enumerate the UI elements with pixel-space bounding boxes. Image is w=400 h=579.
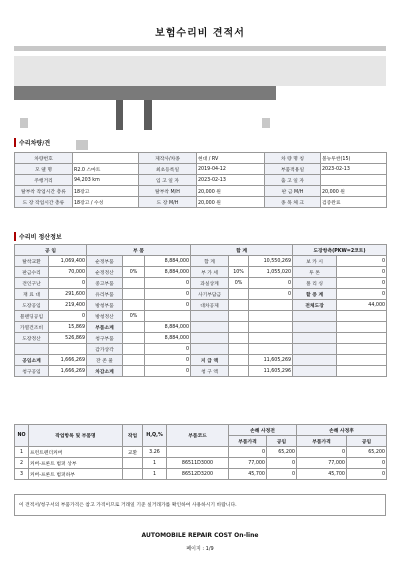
vehicle-label: 차량번호 [15, 153, 73, 164]
cost-value [145, 311, 191, 322]
cost-value [249, 333, 293, 344]
cost-header-total: 합 계 [191, 245, 293, 256]
cost-label [293, 344, 337, 355]
cost-rate: 0% [229, 278, 249, 289]
parts-header-work: 작업 [123, 425, 143, 447]
cost-value: 1,666,269 [49, 355, 87, 366]
redacted-block [20, 118, 28, 128]
cost-label: 재 료 대 [15, 289, 49, 300]
vehicle-row [15, 175, 387, 186]
parts-cell [123, 458, 143, 469]
cost-row [15, 267, 387, 278]
vehicle-value: 94,203 km [73, 175, 139, 186]
cost-label [293, 355, 337, 366]
cost-value: 526,869 [49, 333, 87, 344]
cost-label: 사기부담금 [191, 289, 229, 300]
cost-value: 0 [337, 256, 387, 267]
parts-header-no: NO [15, 425, 29, 447]
vehicle-row [15, 153, 387, 164]
parts-cell: 2 [15, 458, 29, 469]
cost-value: 0 [337, 289, 387, 300]
cost-label [191, 333, 229, 344]
cost-label: 공임소계 [15, 355, 49, 366]
cost-rate [123, 333, 145, 344]
cost-label: 방청정산 [87, 311, 123, 322]
cost-settlement-table [14, 244, 387, 377]
cost-value [337, 333, 387, 344]
parts-cell: 커버-프론트 범퍼하부 [29, 469, 123, 480]
parts-cell: 0 [267, 469, 297, 480]
cost-label: 지 급 액 [191, 355, 229, 366]
vehicle-label: 탈부착 작업시간 총류 [15, 186, 73, 197]
parts-table [14, 424, 387, 480]
cost-rate [229, 344, 249, 355]
parts-cell: 86511D3000 [167, 458, 229, 469]
vehicle-label: 출 고 일 자 [265, 175, 321, 186]
cost-value: 15,869 [49, 322, 87, 333]
vehicle-label: 입 고 일 자 [139, 175, 197, 186]
cost-value: 0 [337, 278, 387, 289]
cost-rate [229, 322, 249, 333]
cost-value: 10,550,269 [249, 256, 293, 267]
cost-label: 순정정산 [87, 267, 123, 278]
parts-cell: 커버-프론트 범퍼 상부 [29, 458, 123, 469]
vehicle-value: 20,000 원 [321, 186, 387, 197]
cost-label [293, 322, 337, 333]
cost-row [15, 366, 387, 377]
cost-header-labor: 공 임 [15, 245, 87, 256]
cost-value: 8,884,000 [145, 322, 191, 333]
cost-value: 0 [145, 355, 191, 366]
cost-rate [229, 311, 249, 322]
vehicle-value: 2019-04-12 [197, 164, 265, 175]
redacted-area [14, 56, 386, 86]
cost-value: 44,000 [337, 300, 387, 311]
cost-rate [123, 366, 145, 377]
redacted-block [76, 140, 88, 150]
cost-label: 잔 존 물 [87, 355, 123, 366]
cost-value: 0 [249, 278, 293, 289]
parts-header-adjuster: 손해 사정후 [297, 425, 387, 436]
cost-rate [123, 355, 145, 366]
cost-label: 보 카 시 [293, 256, 337, 267]
vehicle-label: 부품적용일 [265, 164, 321, 175]
parts-cell: 3 [15, 469, 29, 480]
parts-cell: 77,000 [229, 458, 267, 469]
cost-value: 219,400 [49, 300, 87, 311]
parts-cell: 65,200 [267, 447, 297, 458]
cost-rate: 0% [123, 311, 145, 322]
vehicle-label: 판 금 M/H [265, 186, 321, 197]
parts-cell: 0 [347, 469, 387, 480]
cost-rate [123, 278, 145, 289]
cost-value [337, 355, 387, 366]
redacted-block [262, 118, 270, 128]
vehicle-value: 18장고 [73, 186, 139, 197]
parts-cell: 0 [297, 447, 347, 458]
cost-value [337, 344, 387, 355]
cost-rate [123, 322, 145, 333]
cost-value [337, 311, 387, 322]
cost-value: 0 [249, 289, 293, 300]
cost-label [15, 344, 49, 355]
cost-rate [229, 333, 249, 344]
vehicle-row [15, 186, 387, 197]
vehicle-label: 종 목 체 크 [265, 197, 321, 208]
parts-cell [123, 469, 143, 480]
vehicle-row [15, 197, 387, 208]
cost-value: 291,600 [49, 289, 87, 300]
vehicle-value: 18장고 / 수성 [73, 197, 139, 208]
parts-subheader: 부품가격 [297, 436, 347, 447]
disclaimer-note: 이 견적서/청구서의 부품가격은 참고 가격이므로 거래일 기준 실거래가를 확인하여 사용하시기 바랍니다. [14, 494, 386, 516]
cost-row [15, 355, 387, 366]
vehicle-value: 20,000 원 [197, 186, 265, 197]
parts-row [15, 458, 387, 469]
cost-row [15, 278, 387, 289]
cost-rate: 10% [229, 267, 249, 278]
cost-label [293, 366, 337, 377]
cost-value: 11,605,296 [249, 366, 293, 377]
cost-label: 탈착교환 [15, 256, 49, 267]
vehicle-value: 현대 / RV [197, 153, 265, 164]
page-title: 보험수리비 견적서 [155, 28, 245, 39]
page-number: 페이지 : 1/9 [186, 546, 214, 552]
cost-rate [229, 366, 249, 377]
cost-label [191, 311, 229, 322]
vehicle-value: 검증완료 [321, 197, 387, 208]
cost-label: 합 계 [191, 256, 229, 267]
cost-label: 과실상계 [191, 278, 229, 289]
cost-value: 0 [145, 344, 191, 355]
vehicle-label: 최초등록일 [139, 164, 197, 175]
cost-label: 가열건조비 [15, 322, 49, 333]
cost-label: 청 구 액 [191, 366, 229, 377]
vehicle-section-title: 수리차량/견 [14, 138, 50, 147]
parts-cell: 65,200 [347, 447, 387, 458]
parts-cell: 86512D3200 [167, 469, 229, 480]
cost-label: 전체도장 [293, 300, 337, 311]
cost-value: 8,884,000 [145, 333, 191, 344]
cost-value [249, 344, 293, 355]
parts-cell: 프런트펜더커버 [29, 447, 123, 458]
cost-rate [229, 355, 249, 366]
redacted-block [144, 100, 152, 130]
redacted-block [116, 100, 123, 130]
cost-value: 11,605,269 [249, 355, 293, 366]
cost-value [249, 311, 293, 322]
cost-value [337, 366, 387, 377]
cost-value: 0 [145, 289, 191, 300]
cost-label: 감가상각 [87, 344, 123, 355]
parts-cell: 교환 [123, 447, 143, 458]
cost-label: 청구부품 [87, 333, 123, 344]
vehicle-value: R2.0 스마트 [73, 164, 139, 175]
cost-row [15, 344, 387, 355]
cost-rate [229, 256, 249, 267]
cost-label: 판금수리 [15, 267, 49, 278]
parts-subheader: 부품가격 [229, 436, 267, 447]
parts-subheader: 공임 [347, 436, 387, 447]
cost-rate [123, 344, 145, 355]
cost-label: 도장공임 [15, 300, 49, 311]
cost-value: 0 [337, 267, 387, 278]
cost-label: 투 톤 [293, 267, 337, 278]
parts-header-name: 작업항목 및 부품명 [29, 425, 123, 447]
cost-value [249, 322, 293, 333]
cost-value [337, 322, 387, 333]
parts-cell: 45,700 [297, 469, 347, 480]
cost-row [15, 311, 387, 322]
cost-value [249, 300, 293, 311]
cost-label: 할 증 계 [293, 289, 337, 300]
cost-value: 0 [49, 278, 87, 289]
vehicle-value: 2023-02-13 [321, 164, 387, 175]
cost-label: 유리부품 [87, 289, 123, 300]
cost-label [191, 344, 229, 355]
cost-value: 1,069,400 [49, 256, 87, 267]
parts-header-hq: H,Q,% [143, 425, 167, 447]
vehicle-label: 주행거리 [15, 175, 73, 186]
cost-label: 부 가 세 [191, 267, 229, 278]
cost-value: 0 [145, 278, 191, 289]
redacted-block [14, 86, 276, 100]
cost-rate [123, 256, 145, 267]
vehicle-label: 도 장 작업시간 총류 [15, 197, 73, 208]
vehicle-value [321, 175, 387, 186]
vehicle-value: 볼뉴투싼(15) [321, 153, 387, 164]
parts-header-code: 부품코드 [167, 425, 229, 447]
vehicle-label: 모 델 명 [15, 164, 73, 175]
cost-label: 견인구난 [15, 278, 49, 289]
cost-label: 청구공임 [15, 366, 49, 377]
parts-cell: 0 [267, 458, 297, 469]
cost-rate: 0% [123, 267, 145, 278]
cost-value: 0 [145, 300, 191, 311]
cost-value: 8,884,000 [145, 267, 191, 278]
parts-cell: 1 [143, 458, 167, 469]
cost-value: 0 [145, 366, 191, 377]
cost-header-paint: 도장항측(PKW=2코트) [293, 245, 387, 256]
parts-cell: 3.26 [143, 447, 167, 458]
cost-value [49, 344, 87, 355]
parts-cell: 1 [15, 447, 29, 458]
parts-header-insurer: 손해 사정전 [229, 425, 297, 436]
footer-title: AUTOMOBILE REPAIR COST On-line [141, 532, 259, 539]
cost-section-title: 수리비 정산정보 [14, 232, 62, 241]
cost-label: 블랜딩공임 [15, 311, 49, 322]
cost-label [293, 311, 337, 322]
vehicle-value: 2023-02-13 [197, 175, 265, 186]
vehicle-label: 제작사/차종 [139, 153, 197, 164]
parts-row [15, 447, 387, 458]
cost-row [15, 256, 387, 267]
cost-label: 부품소계 [87, 322, 123, 333]
cost-value: 1,055,020 [249, 267, 293, 278]
cost-label [293, 333, 337, 344]
vehicle-info-table [14, 152, 387, 208]
cost-label: 중고부품 [87, 278, 123, 289]
cost-rate [123, 289, 145, 300]
cost-rate [229, 300, 249, 311]
parts-cell [167, 447, 229, 458]
cost-value: 8,884,000 [145, 256, 191, 267]
parts-cell: 0 [229, 447, 267, 458]
cost-label: 폴 리 싱 [293, 278, 337, 289]
cost-value: 0 [49, 311, 87, 322]
vehicle-label: 도 장 M/H [139, 197, 197, 208]
cost-row [15, 333, 387, 344]
cost-row [15, 289, 387, 300]
parts-cell: 77,000 [297, 458, 347, 469]
vehicle-row [15, 164, 387, 175]
cost-label: 차감소계 [87, 366, 123, 377]
parts-cell: 0 [347, 458, 387, 469]
vehicle-label: 차 량 명 칭 [265, 153, 321, 164]
parts-row [15, 469, 387, 480]
cost-label [191, 322, 229, 333]
cost-header-parts: 부 품 [87, 245, 191, 256]
vehicle-value: 20,000 원 [197, 197, 265, 208]
cost-row [15, 300, 387, 311]
cost-label: 순정부품 [87, 256, 123, 267]
redacted-area [14, 46, 386, 51]
cost-value: 70,000 [49, 267, 87, 278]
cost-value: 1,666,269 [49, 366, 87, 377]
parts-subheader: 공임 [267, 436, 297, 447]
cost-label: 대차공제 [191, 300, 229, 311]
cost-rate [229, 289, 249, 300]
parts-cell: 45,700 [229, 469, 267, 480]
cost-row [15, 322, 387, 333]
vehicle-label: 탈부착 M/H [139, 186, 197, 197]
cost-label: 도장정산 [15, 333, 49, 344]
parts-cell: 1 [143, 469, 167, 480]
cost-label: 방청부품 [87, 300, 123, 311]
vehicle-value [73, 153, 139, 164]
cost-rate [123, 300, 145, 311]
